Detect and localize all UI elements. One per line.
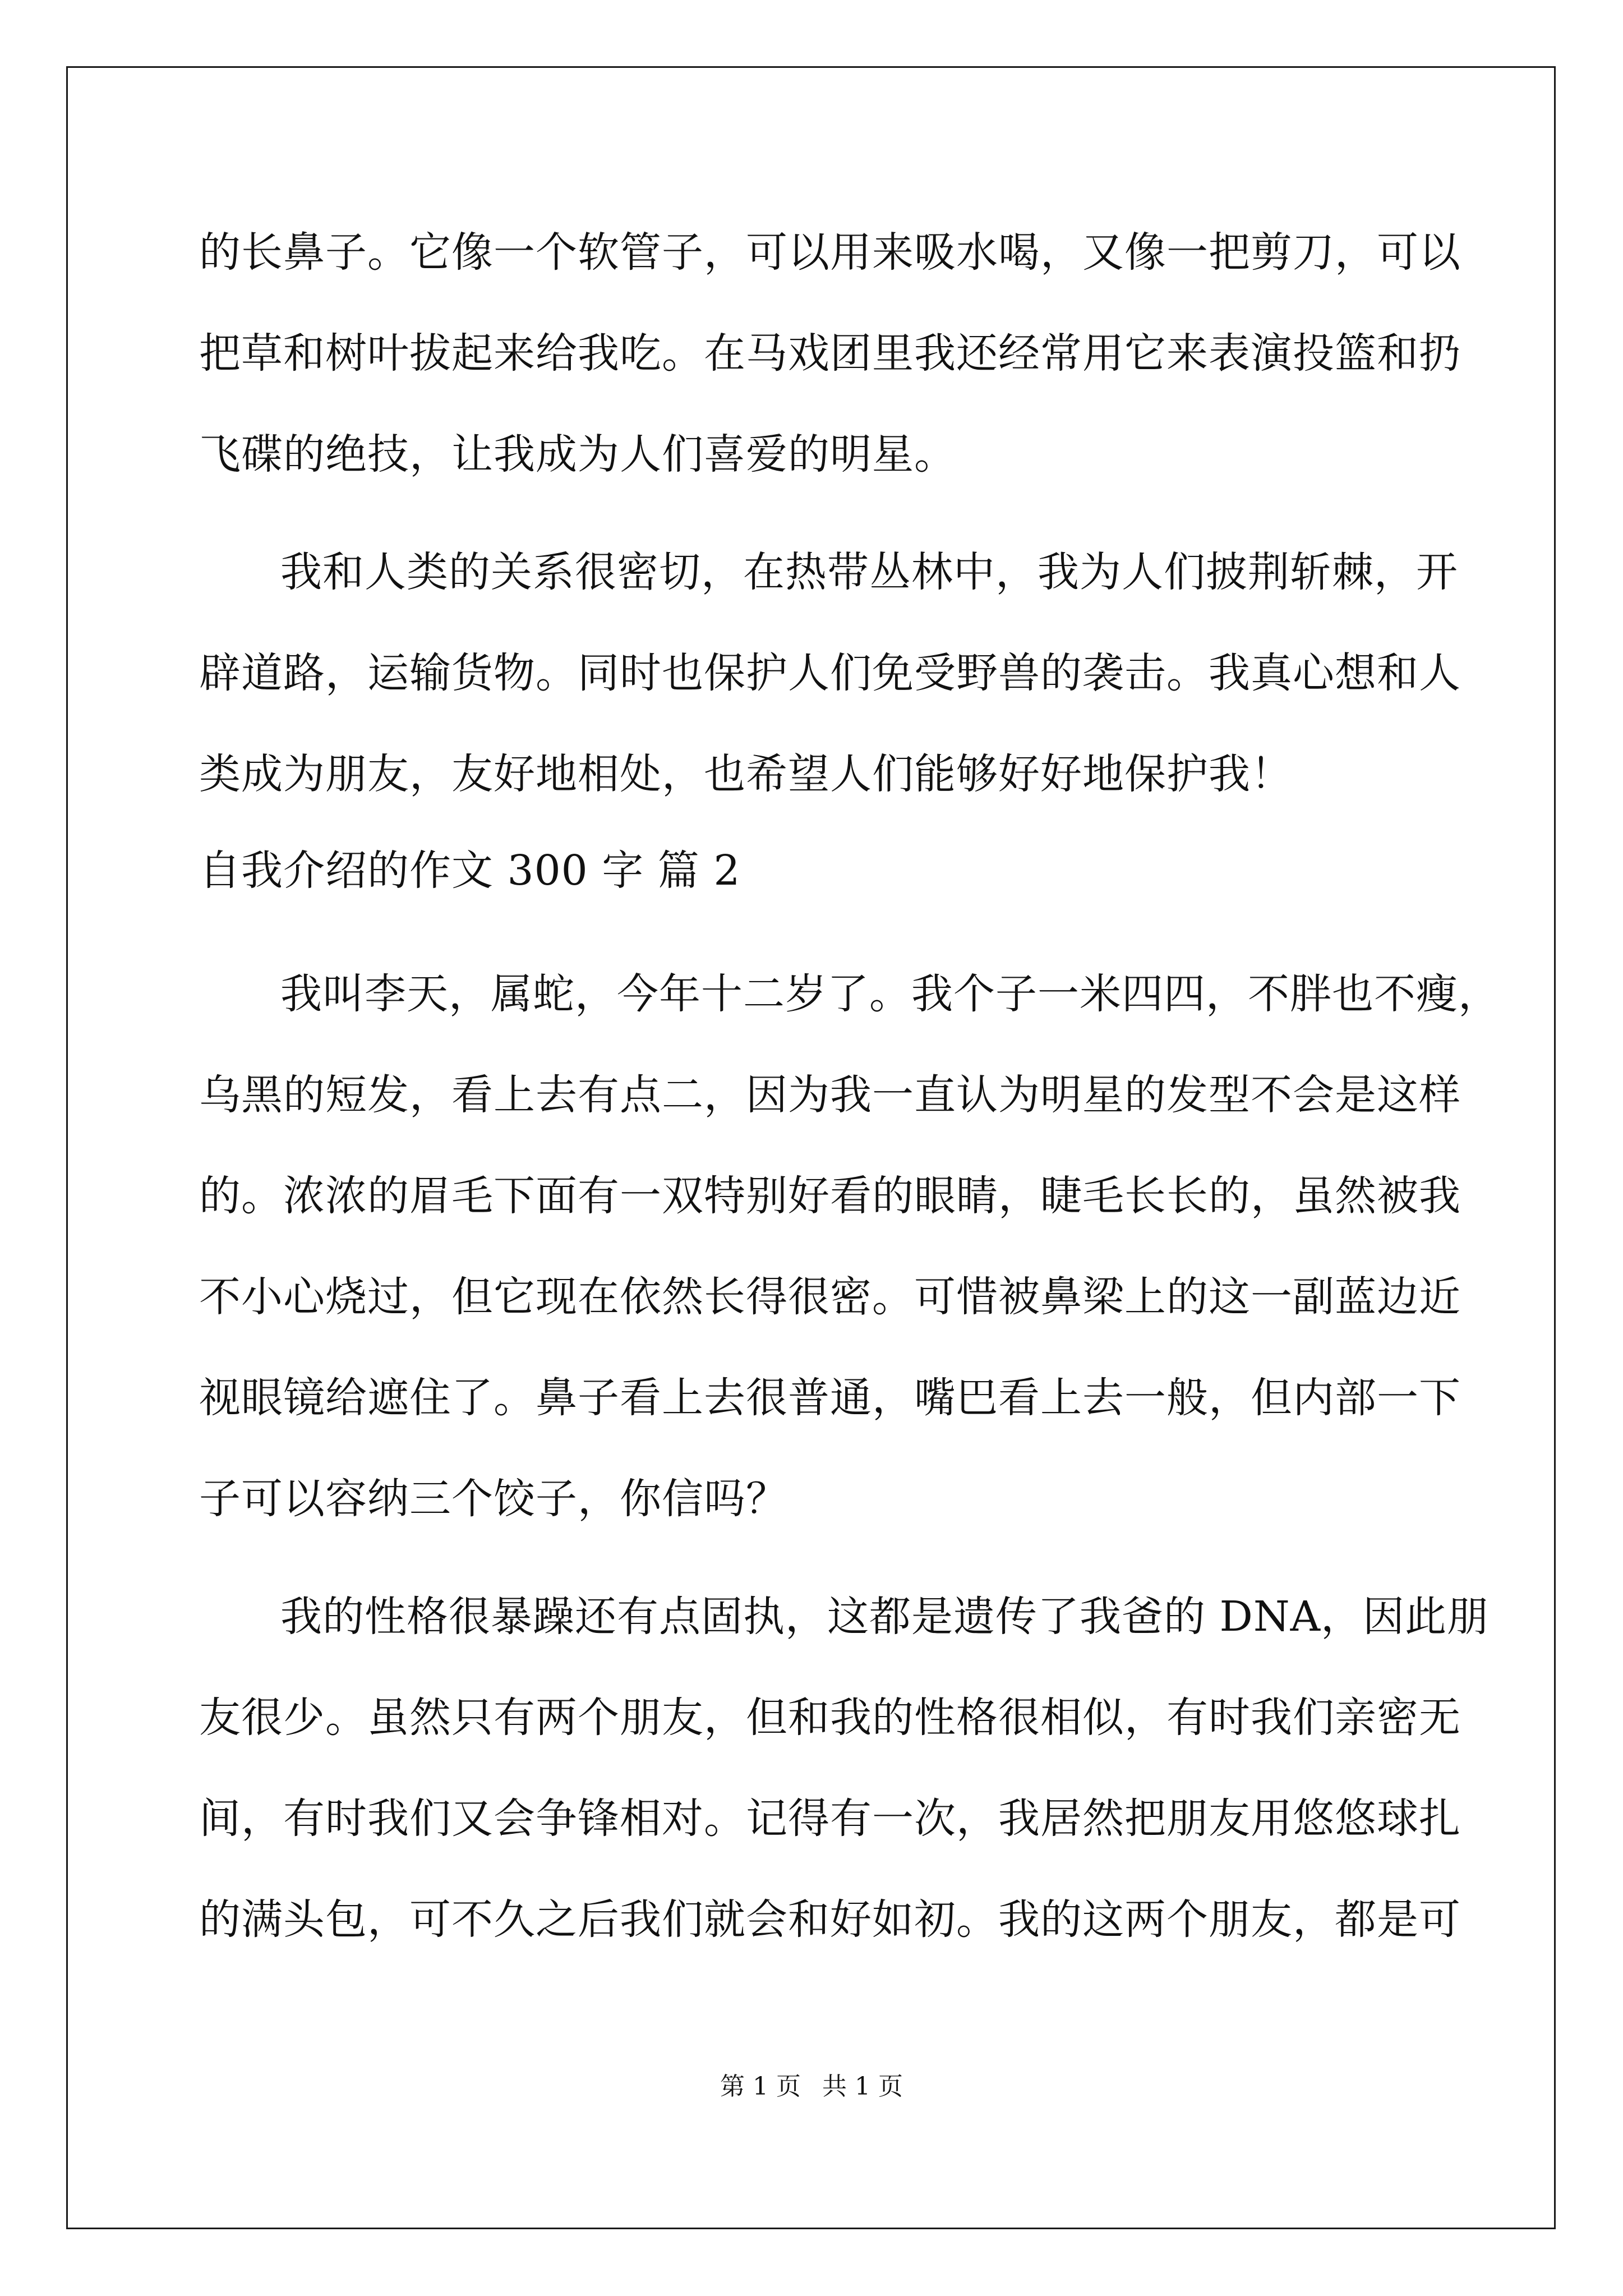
- page-footer: [0, 2070, 1623, 2104]
- section-heading: 自我介绍的作文 300 字 篇 2: [199, 846, 741, 895]
- text-line: 把草和树叶拔起来给我吃。在马戏团里我还经常用它来表演投篮和扔: [199, 329, 1461, 378]
- text-line: 的满头包，可不久之后我们就会和好如初。我的这两个朋友，都是可: [199, 1895, 1461, 1944]
- text-line: 的。浓浓的眉毛下面有一双特别好看的眼睛，睫毛长长的，虽然被我: [199, 1172, 1461, 1220]
- text-line: 乌黑的短发，看上去有点二，因为我一直认为明星的发型不会是这样: [199, 1071, 1461, 1119]
- text-line: 间，有时我们又会争锋相对。记得有一次，我居然把朋友用悠悠球扎: [199, 1795, 1461, 1843]
- paragraph-first-line: 我的性格很暴躁还有点固执，这都是遗传了我爸的 DNA，因此朋: [280, 1593, 1490, 1641]
- text-line: 视眼镜给遮住了。鼻子看上去很普通，嘴巴看上去一般，但内部一下: [199, 1374, 1461, 1422]
- page-number: 第 1 页: [720, 2072, 801, 2101]
- text-line: 友很少。虽然只有两个朋友，但和我的性格很相似，有时我们亲密无: [199, 1694, 1461, 1742]
- text-line: 不小心烧过，但它现在依然长得很密。可惜被鼻梁上的这一副蓝边近: [199, 1273, 1461, 1321]
- text-line: 飞碟的绝技，让我成为人们喜爱的明星。: [199, 430, 956, 478]
- paragraph-first-line: 我叫李天，属蛇，今年十二岁了。我个子一米四四，不胖也不瘦，: [280, 970, 1500, 1018]
- text-line: 子可以容纳三个饺子，你信吗？: [199, 1475, 788, 1523]
- page-count: 共 1 页: [822, 2072, 903, 2101]
- text-line: 类成为朋友，友好地相处，也希望人们能够好好地保护我！: [199, 750, 1293, 798]
- text-line: 辟道路，运输货物。同时也保护人们免受野兽的袭击。我真心想和人: [199, 649, 1461, 697]
- paragraph-first-line: 我和人类的关系很密切，在热带丛林中，我为人们披荆斩棘，开: [280, 548, 1458, 596]
- text-line: 的长鼻子。它像一个软管子，可以用来吸水喝，又像一把剪刀，可以: [199, 228, 1461, 277]
